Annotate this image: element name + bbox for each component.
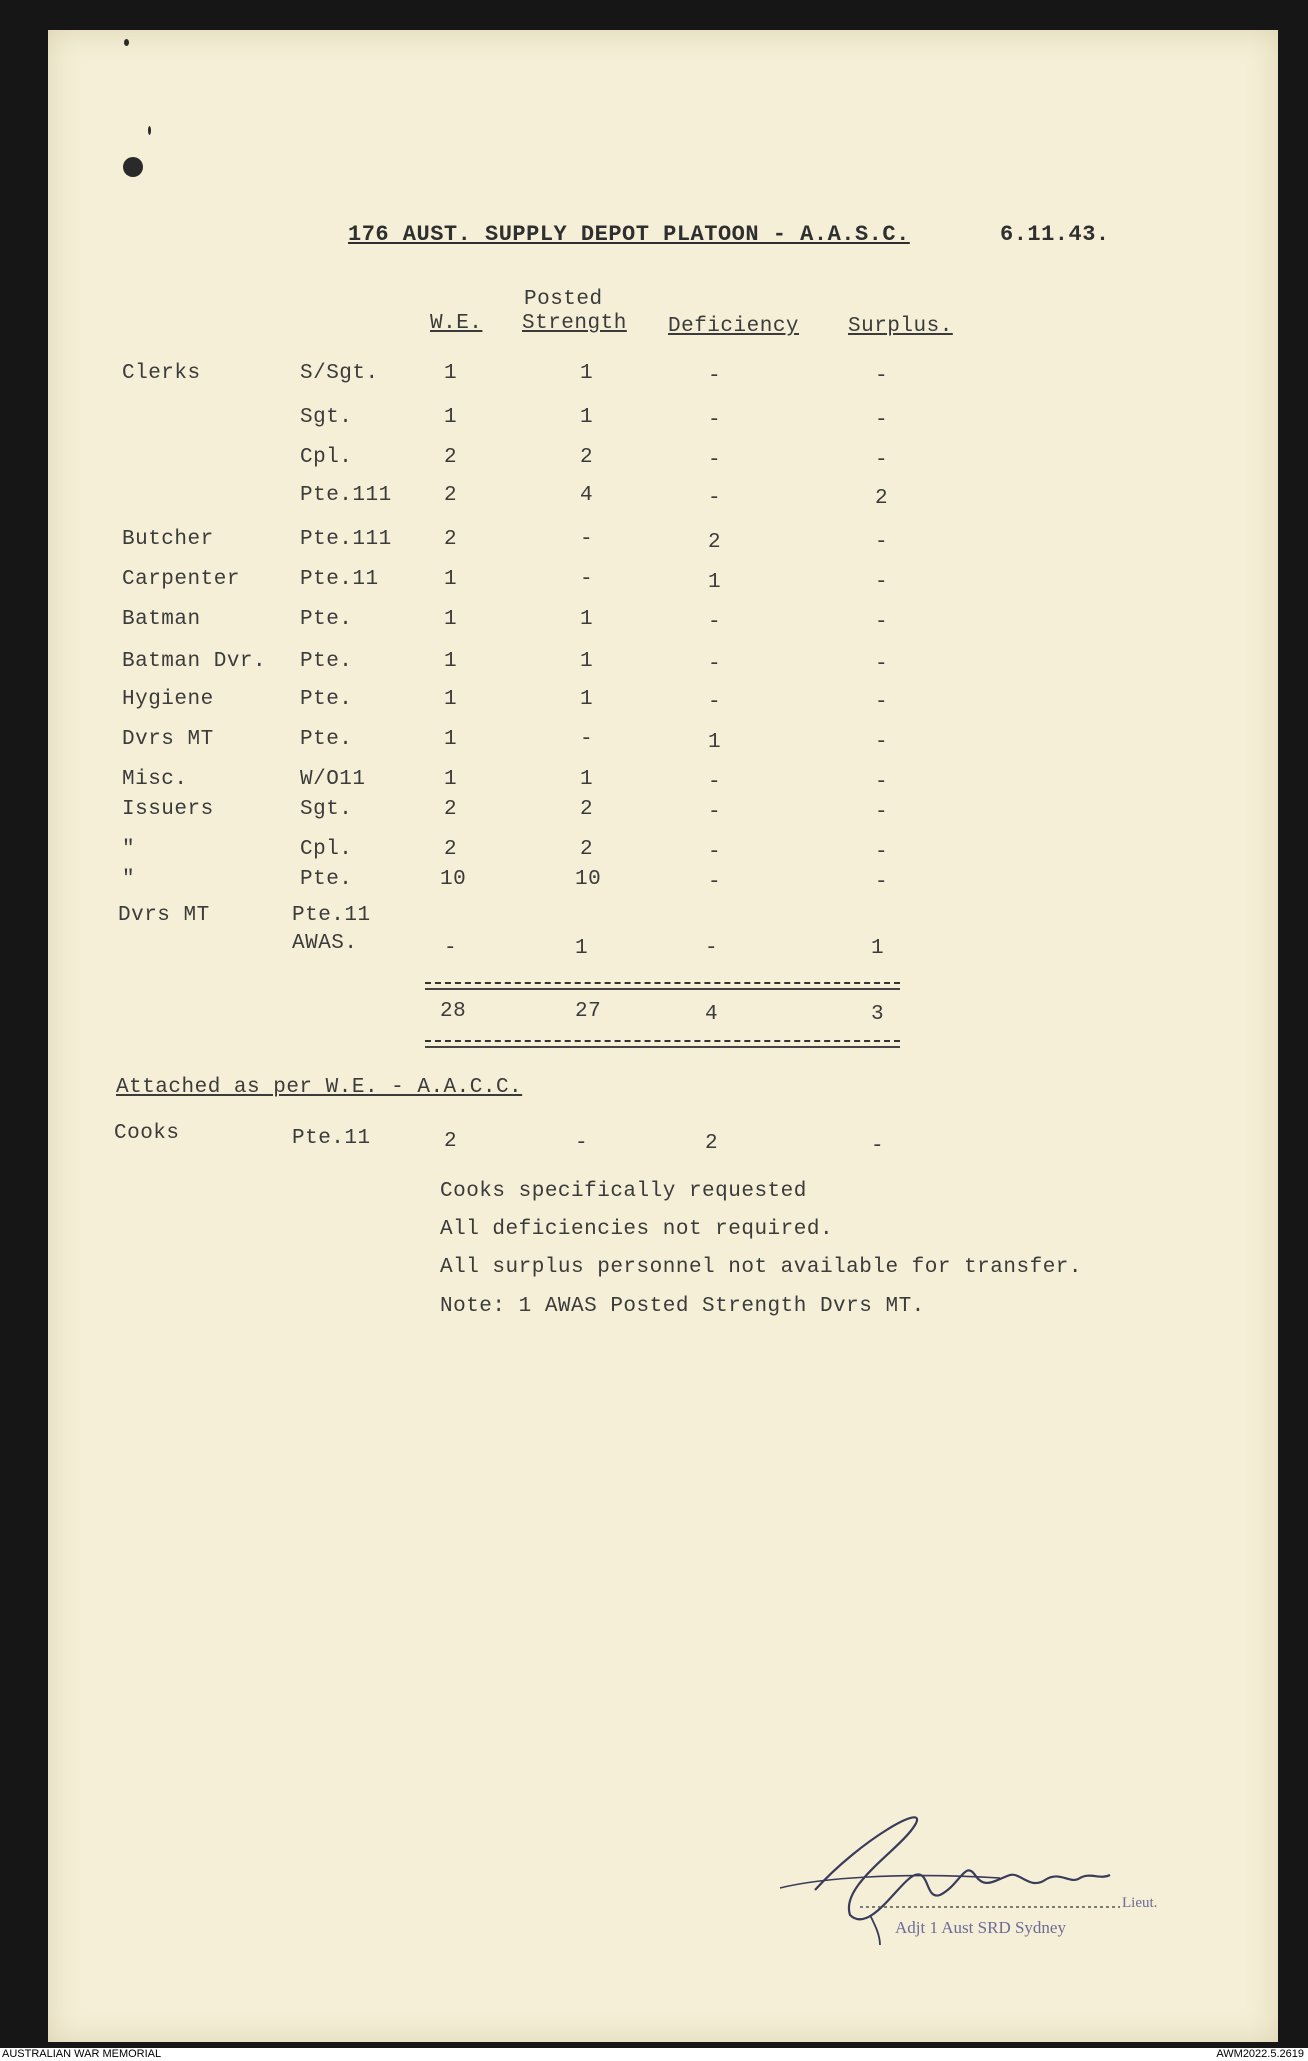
header-posted-line2: Strength	[522, 312, 627, 335]
row-role: Batman	[122, 608, 201, 631]
row-rank: S/Sgt.	[300, 362, 379, 385]
row-posted: 1	[580, 362, 594, 385]
row-rank: Cpl.	[300, 446, 353, 469]
row-rank: Sgt.	[300, 798, 353, 821]
row-posted: 1	[580, 768, 594, 791]
row-role: Hygiene	[122, 688, 214, 711]
row-posted: 1	[580, 406, 594, 429]
row-rank: Sgt.	[300, 406, 353, 429]
row-surplus: -	[875, 731, 889, 754]
row-we: 1	[444, 650, 458, 673]
row-posted: -	[580, 528, 594, 551]
signature-rank: Lieut.	[1122, 1895, 1158, 1911]
attached-surplus: -	[871, 1135, 885, 1158]
header-we: W.E.	[430, 312, 483, 335]
row-deficiency: 1	[708, 571, 722, 594]
header-deficiency: Deficiency	[668, 315, 800, 338]
row-rank: Pte.	[300, 688, 353, 711]
punch-hole	[124, 39, 129, 46]
row-rank-line2: AWAS.	[292, 932, 358, 955]
totals-top-rule-2	[425, 988, 900, 990]
row-posted: 4	[580, 484, 594, 507]
header-surplus: Surplus.	[848, 315, 953, 338]
archive-footer	[0, 2048, 1308, 2061]
row-we: 1	[444, 568, 458, 591]
row-posted: 2	[580, 446, 594, 469]
row-rank: Pte.	[300, 728, 353, 751]
row-surplus: -	[875, 841, 889, 864]
row-surplus: -	[875, 409, 889, 432]
row-posted: -	[580, 728, 594, 751]
row-surplus: 1	[871, 937, 885, 960]
punch-hole	[148, 126, 151, 135]
row-deficiency: -	[708, 841, 722, 864]
row-we: -	[444, 937, 458, 960]
row-posted: 1	[580, 650, 594, 673]
row-rank: W/O11	[300, 768, 366, 791]
row-posted: -	[580, 568, 594, 591]
row-role: Dvrs MT	[122, 728, 214, 751]
row-surplus: -	[875, 653, 889, 676]
row-role: Dvrs MT	[118, 904, 210, 927]
row-posted: 1	[580, 688, 594, 711]
row-role: "	[122, 868, 136, 891]
note-line: Cooks specifically requested	[440, 1180, 807, 1203]
row-rank: Pte.111	[300, 528, 392, 551]
row-we: 1	[444, 768, 458, 791]
row-posted: 10	[575, 868, 602, 891]
row-rank: Pte.	[300, 868, 353, 891]
row-rank: Cpl.	[300, 838, 353, 861]
row-role: "	[122, 838, 136, 861]
attached-heading: Attached as per W.E. - A.A.C.C.	[116, 1076, 523, 1099]
row-we: 1	[444, 608, 458, 631]
signature-stamp: Adjt 1 Aust SRD Sydney	[895, 1918, 1066, 1937]
row-posted: 1	[580, 608, 594, 631]
row-role: Issuers	[122, 798, 214, 821]
row-we: 2	[444, 484, 458, 507]
row-rank: Pte.11	[300, 568, 379, 591]
document-date: 6.11.43.	[1000, 222, 1110, 247]
row-deficiency: 2	[708, 531, 722, 554]
total-posted: 27	[575, 1000, 602, 1023]
row-we: 1	[444, 728, 458, 751]
document-page	[48, 30, 1278, 2042]
row-deficiency: -	[708, 611, 722, 634]
row-we: 1	[444, 406, 458, 429]
row-deficiency: -	[708, 365, 722, 388]
totals-bottom-rule	[425, 1040, 900, 1042]
row-posted: 2	[580, 838, 594, 861]
row-deficiency: -	[705, 937, 719, 960]
row-surplus: 2	[875, 487, 889, 510]
footer-right-text: AWM2022.5.2619	[1216, 2048, 1304, 2060]
row-rank-line1: Pte.11	[292, 904, 371, 927]
row-deficiency: -	[708, 449, 722, 472]
row-role: Butcher	[122, 528, 214, 551]
totals-top-rule	[425, 982, 900, 984]
note-line: Note: 1 AWAS Posted Strength Dvrs MT.	[440, 1295, 925, 1318]
row-we: 10	[440, 868, 467, 891]
row-deficiency: -	[708, 691, 722, 714]
totals-bottom-rule-2	[425, 1046, 900, 1048]
document-title: 176 AUST. SUPPLY DEPOT PLATOON - A.A.S.C.	[348, 222, 910, 247]
row-role: Misc.	[122, 768, 188, 791]
total-deficiency: 4	[705, 1003, 719, 1026]
footer-left-text: AUSTRALIAN WAR MEMORIAL	[2, 2048, 162, 2060]
attached-rank: Pte.11	[292, 1127, 371, 1150]
row-we: 1	[444, 362, 458, 385]
row-surplus: -	[875, 571, 889, 594]
row-we: 2	[444, 446, 458, 469]
punch-hole	[123, 157, 143, 177]
row-role: Batman Dvr.	[122, 650, 267, 673]
row-posted: 2	[580, 798, 594, 821]
row-we: 2	[444, 798, 458, 821]
row-deficiency: -	[708, 771, 722, 794]
row-surplus: -	[875, 449, 889, 472]
total-we: 28	[440, 1000, 467, 1023]
attached-we: 2	[444, 1130, 458, 1153]
row-surplus: -	[875, 691, 889, 714]
row-surplus: -	[875, 531, 889, 554]
row-posted: 1	[575, 937, 589, 960]
row-surplus: -	[875, 365, 889, 388]
attached-deficiency: 2	[705, 1132, 719, 1155]
row-deficiency: -	[708, 653, 722, 676]
row-deficiency: -	[708, 801, 722, 824]
row-we: 2	[444, 838, 458, 861]
row-deficiency: -	[708, 871, 722, 894]
total-surplus: 3	[871, 1003, 885, 1026]
attached-role: Cooks	[114, 1122, 180, 1145]
row-deficiency: -	[708, 409, 722, 432]
row-rank: Pte.	[300, 650, 353, 673]
row-we: 1	[444, 688, 458, 711]
row-role: Clerks	[122, 362, 201, 385]
row-surplus: -	[875, 801, 889, 824]
row-rank: Pte.	[300, 608, 353, 631]
row-role: Carpenter	[122, 568, 240, 591]
note-line: All deficiencies not required.	[440, 1218, 834, 1241]
row-surplus: -	[875, 771, 889, 794]
row-deficiency: 1	[708, 731, 722, 754]
attached-posted: -	[575, 1132, 589, 1155]
header-posted-line1: Posted	[524, 288, 603, 311]
note-line: All surplus personnel not available for transfer.	[440, 1256, 1083, 1279]
row-surplus: -	[875, 611, 889, 634]
row-surplus: -	[875, 871, 889, 894]
row-rank: Pte.111	[300, 484, 392, 507]
row-we: 2	[444, 528, 458, 551]
row-deficiency: -	[708, 487, 722, 510]
